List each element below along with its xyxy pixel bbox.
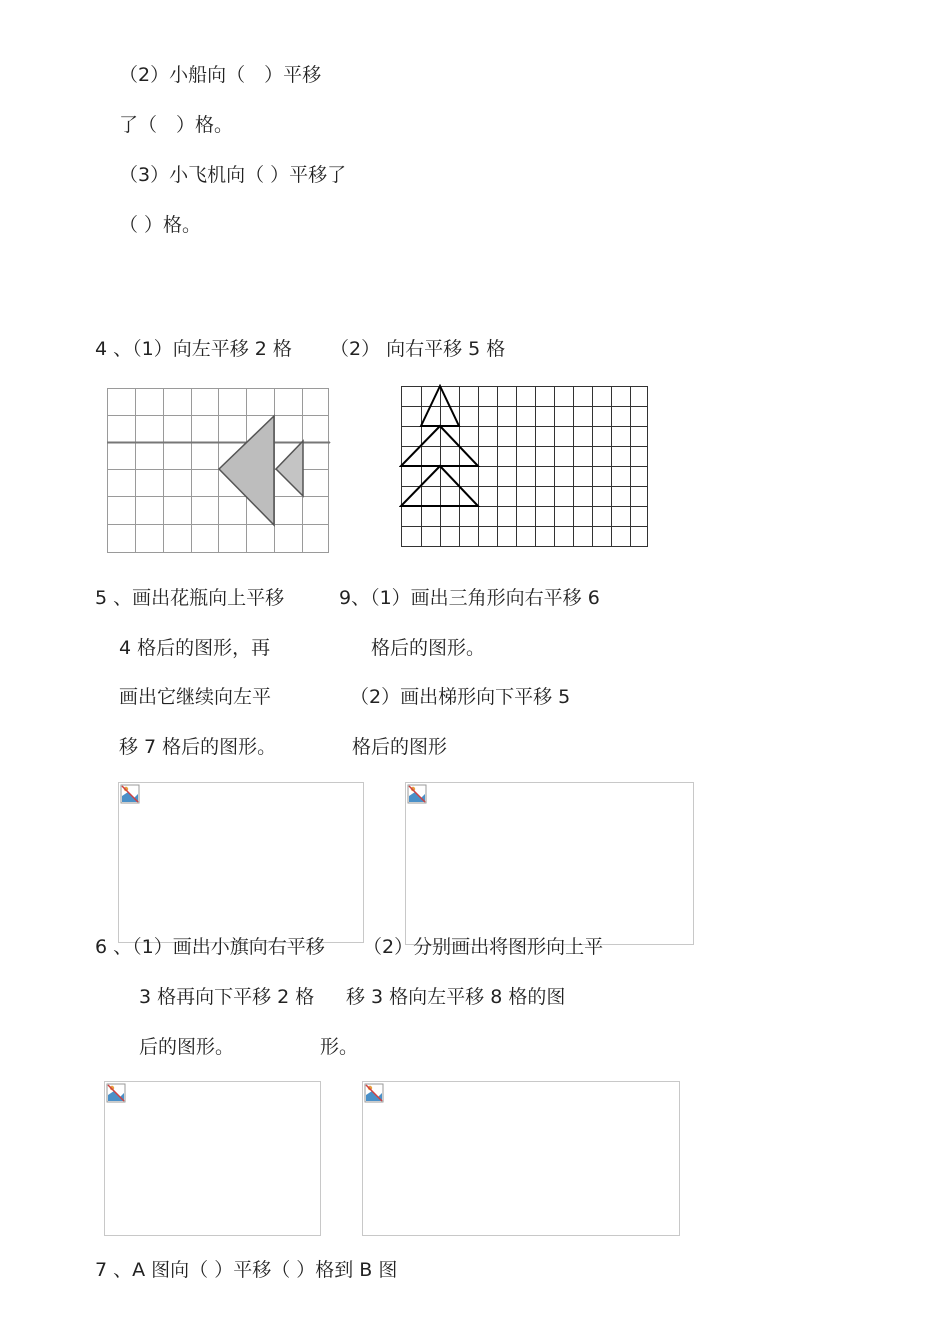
q9-line-3: （2）画出梯形向下平移 5 (350, 686, 571, 708)
missing-image-flag (104, 1081, 321, 1236)
q5-line-4: 移 7 格后的图形。 (119, 736, 277, 758)
right-translation-grid (399, 384, 651, 549)
q7-line-1: 7 、A 图向（ ）平移（ ）格到 B 图 (95, 1259, 398, 1281)
q4-label-2: （2） 向右平移 5 格 (330, 338, 506, 360)
q6-line-3b: 形。 (320, 1036, 359, 1058)
q5-line-2: 4 格后的图形，再 (119, 637, 271, 659)
small-triangle (276, 441, 303, 496)
q6-line-3: 后的图形。 (139, 1036, 235, 1058)
missing-image-triangle-trapezoid (405, 782, 694, 945)
q6-line-1: 6 、（1）画出小旗向右平移 (95, 936, 325, 958)
q3-line-2: 了（ ）格。 (119, 114, 234, 136)
q9-line-1: 9、（1）画出三角形向右平移 6 (339, 587, 600, 609)
q5-line-1: 5 、画出花瓶向上平移 (95, 587, 285, 609)
broken-image-icon (120, 784, 140, 804)
q3-line-1: （2）小船向（ ）平移 (119, 64, 322, 86)
q6-line-2: 3 格再向下平移 2 格 (139, 986, 315, 1008)
q3-line-4: （ ）格。 (119, 214, 202, 236)
broken-image-icon (364, 1083, 384, 1103)
missing-image-shape-moves (362, 1081, 680, 1236)
left-translation-grid (104, 386, 332, 556)
broken-image-icon (407, 784, 427, 804)
q9-line-2: 格后的图形。 (371, 637, 486, 659)
q6-line-1b: （2）分别画出将图形向上平 (363, 936, 604, 958)
missing-image-vase (118, 782, 364, 943)
q3-line-3: （3）小飞机向（ ）平移了 (119, 164, 347, 186)
q5-line-3: 画出它继续向左平 (119, 686, 272, 708)
q9-line-4: 格后的图形 (352, 736, 448, 758)
broken-image-icon (106, 1083, 126, 1103)
q6-line-2b: 移 3 格向左平移 8 格的图 (346, 986, 566, 1008)
q4-label: 4 、（1）向左平移 2 格 (95, 338, 292, 360)
